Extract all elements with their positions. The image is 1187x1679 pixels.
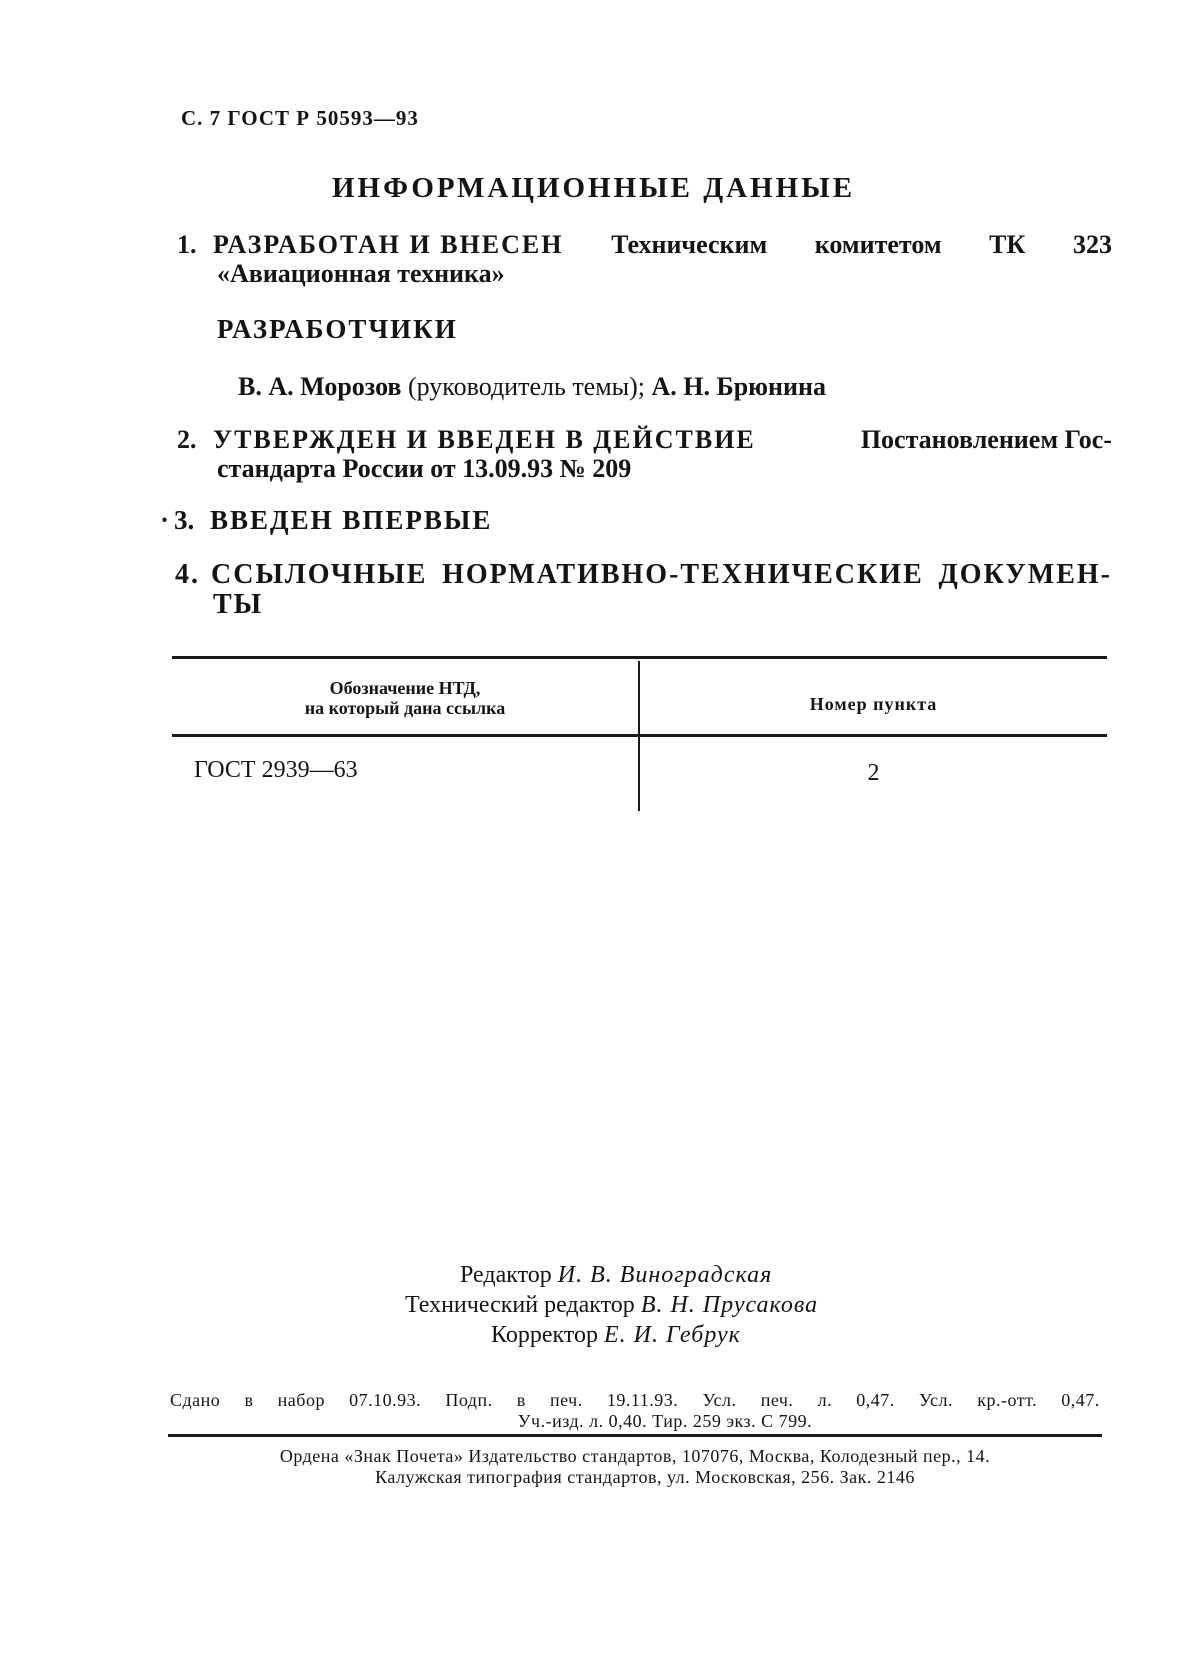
table-header-clause: Номер пункта [809,694,938,714]
table-cell-doc: ГОСТ 2939—63 [194,757,358,783]
item-3 [160,505,492,536]
imprint-word: набор [277,1390,325,1410]
credit-label: Технический редактор [405,1292,641,1318]
page-header: С. 7 ГОСТ Р 50593—93 [181,106,419,130]
credit-name: Е. И. Гебрук [603,1322,741,1348]
table-top-rule [172,656,1107,659]
imprint-line-3: Ордена «Знак Почета» Издательство стандартов, 107076, Москва, Колодезный пер., 14. [279,1446,991,1466]
item-continuation: стандарта России от 13.09.93 № 209 [217,454,632,483]
bullet-mark: · [160,505,170,535]
item-lead: РАЗРАБОТАН И ВНЕСЕН [213,230,564,259]
item-1 [177,230,1112,288]
table-column-divider [638,661,640,811]
item-text: Постановлением Гос- [860,425,1112,454]
imprint-line-1 [170,1390,1100,1411]
credit-editor [460,1262,772,1289]
credit-label: Корректор [491,1322,604,1348]
item-number: 1. [177,230,197,259]
item-number: 2. [177,425,197,454]
imprint-word: Усл. [702,1390,737,1410]
item-word: ССЫЛОЧНЫЕ [211,559,428,590]
imprint-word: Усл. [918,1390,954,1410]
section-title: ИНФОРМАЦИОННЫЕ ДАННЫЕ [331,172,856,204]
item-lead: УТВЕРЖДЕН И ВВЕДЕН В ДЕЙСТВИЕ [213,425,756,454]
item-word: комитетом [814,230,942,259]
imprint-line-4: Калужская типография стандартов, ул. Московская, 256. Зак. 2146 [375,1467,915,1487]
imprint-word: в [244,1390,254,1410]
credit-name: И. В. Виноградская [557,1262,773,1288]
table-cell-clause: 2 [867,760,880,786]
imprint-word: Подп. [445,1390,493,1410]
imprint-word: 0,47. [1061,1390,1100,1410]
imprint-word: кр.-отт. [977,1390,1038,1410]
imprint-word: в [516,1390,526,1410]
developers-heading: РАЗРАБОТЧИКИ [217,314,458,344]
item-word: 323 [1072,230,1112,259]
imprint-word: 19.11.93. [606,1390,679,1410]
credit-tech-editor [405,1292,818,1319]
item-word: НОРМАТИВНО-ТЕХНИЧЕСКИЕ [442,559,924,590]
credit-corrector [491,1322,741,1349]
item-word: ТК [989,230,1026,259]
developer-role: (руководитель темы); [401,372,652,401]
item-continuation: ТЫ [213,589,264,620]
developer-name: А. Н. Брюнина [651,372,826,401]
reference-table [172,656,1107,811]
imprint-word: Сдано [170,1390,221,1410]
item-number: 3. [174,505,195,535]
developer-name: В. А. Морозов [238,372,402,401]
item-continuation: «Авиационная техника» [217,259,505,288]
imprint-line-2: Уч.-изд. л. 0,40. Тир. 259 экз. С 799. [517,1411,813,1431]
item-word: ДОКУМЕН- [938,559,1112,590]
item-number: 4. [175,559,200,590]
header-line: Обозначение НТД, [329,678,481,698]
header-line: на который дана ссылка [304,698,506,718]
imprint-rule [168,1434,1102,1437]
imprint-word: 0,47. [856,1390,895,1410]
imprint-word: печ. [549,1390,583,1410]
imprint-word: печ. [760,1390,794,1410]
credit-name: В. Н. Прусакова [640,1292,819,1318]
imprint-word: 07.10.93. [349,1390,422,1410]
item-2 [177,425,1112,483]
item-text: ВВЕДЕН ВПЕРВЫЕ [210,505,493,535]
credit-label: Редактор [460,1262,558,1288]
item-word: Техническим [611,230,768,259]
developers-list [238,372,826,402]
table-header-designation [172,678,638,718]
item-4 [175,560,1112,620]
imprint-word: л. [817,1390,833,1410]
